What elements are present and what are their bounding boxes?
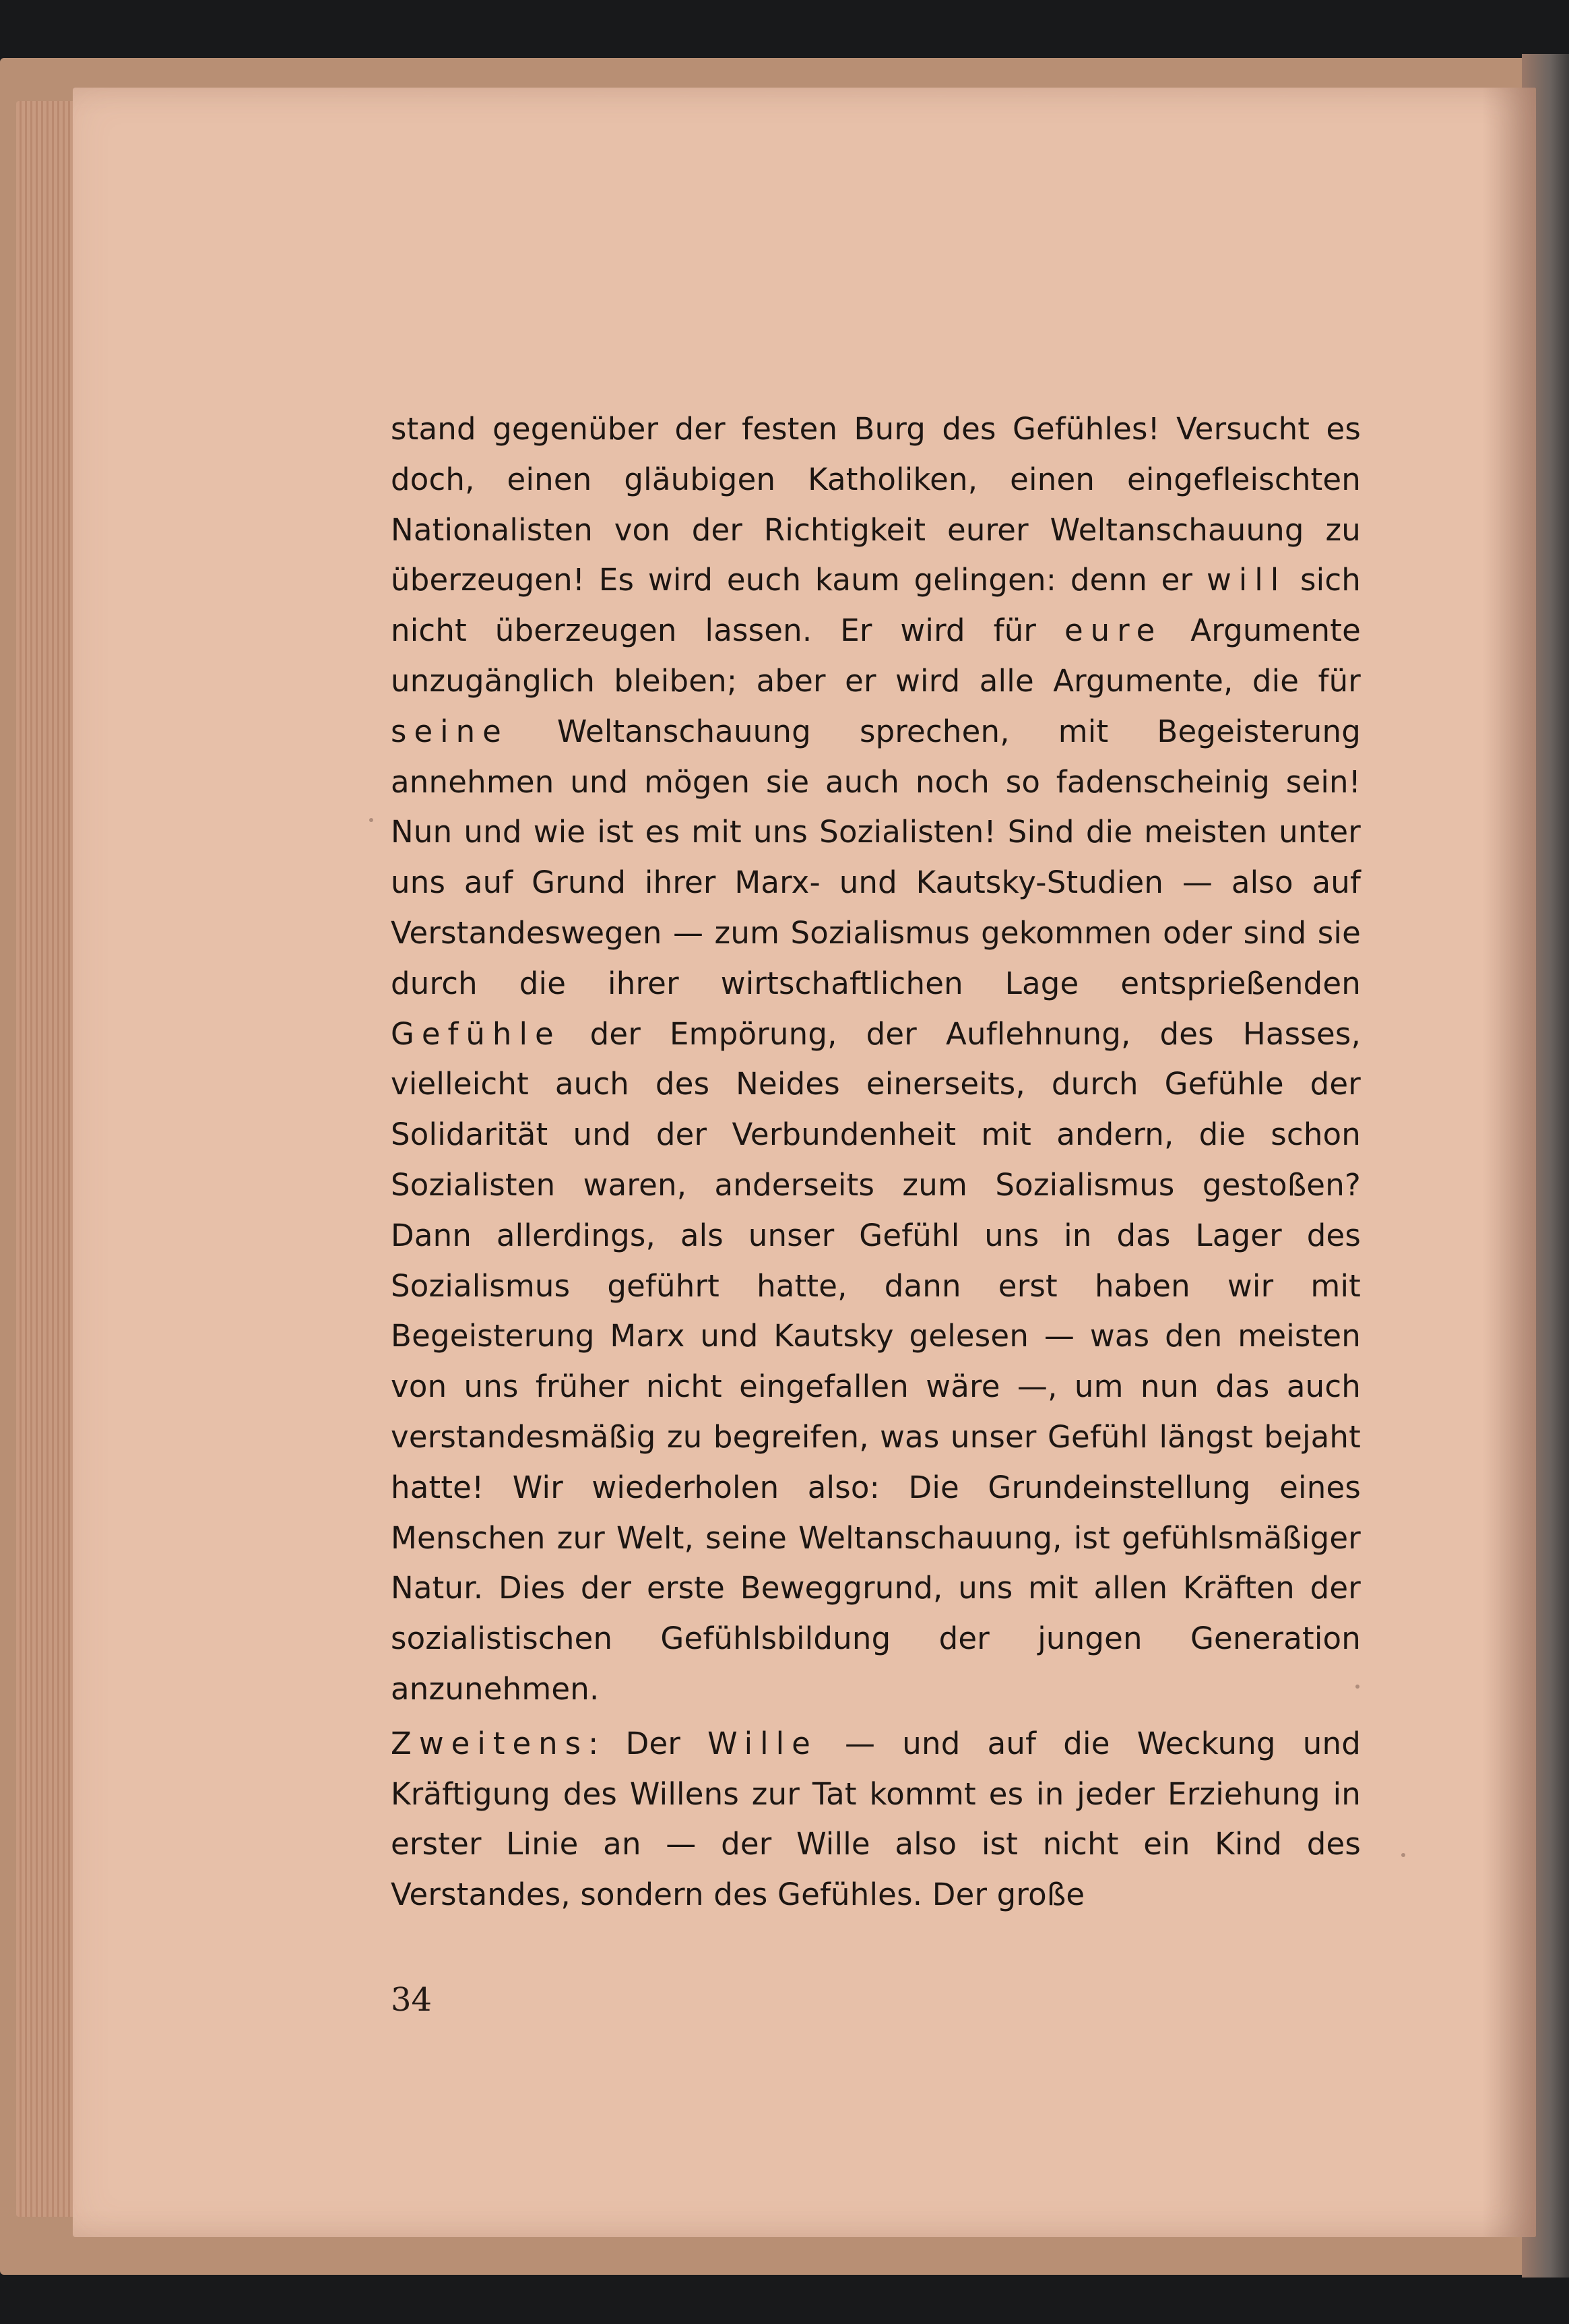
- emphasized-text: will: [1206, 562, 1287, 598]
- text-segment: — und auf die Weckung und Kräftigung des Willens zur Tat kommt es in jeder Erziehung in erster Linie an — der Wille also ist nicht ein Kind des Verstandes, sondern des Gefühles. Der große: [391, 1725, 1361, 1913]
- emphasized-text: Wille: [707, 1725, 818, 1761]
- emphasized-text: Zweitens: [391, 1725, 589, 1761]
- text-segment: der Empörung, der Auflehnung, des Hasses, vielleicht auch des Neides einerseits, durch Gefühle der Solidarität und der Verbundenheit mit andern, die schon Sozialisten waren, anderseits zum Sozialismus gestoßen? Dann allerdings, als unser Gefühl uns in das Lager des Sozialismus geführt hatte, dann erst haben wir mit Begeisterung Marx und Kautsky gelesen — was den meisten von uns früher nicht eingefallen wäre —, um nun das auch verstandesmäßig zu begreifen, was unser Gefühl längst bejaht hatte! Wir wiederholen also: Die Grundeinstellung eines Menschen zur Welt, seine Weltanschauung, ist gefühlsmäßiger Natur. Dies der erste Beweggrund, uns mit allen Kräften der sozialistischen Gefühlsbildung der jungen Generation anzunehmen.: [391, 1015, 1361, 1707]
- paper-speck: [1401, 1853, 1405, 1857]
- paragraph: [391, 404, 1361, 1715]
- paragraph: [391, 1719, 1361, 1920]
- page-number: 34: [391, 1981, 433, 2019]
- page-gutter-shadow: [1482, 88, 1536, 2237]
- text-segment: sich nicht überzeugen lassen. Er wird für: [391, 562, 1361, 649]
- emphasized-text: Gefühle: [391, 1015, 561, 1052]
- text-segment: Weltanschauung sprechen, mit Begeisterung annehmen und mögen sie auch noch so fadenscheinig sein! Nun und wie ist es mit uns Sozialisten! Sind die meisten unter uns auf Grund ihrer Marx- und Kautsky-Studien — also auf Verstandeswegen — zum Sozialismus gekommen oder sind sie durch die ihrer wirtschaftlichen Lage entsprießenden: [391, 713, 1361, 1001]
- paper-speck: [1355, 1685, 1359, 1689]
- text-segment: : Der: [588, 1725, 708, 1761]
- emphasized-text: eure: [1064, 613, 1163, 649]
- text-segment: Argumente unzugänglich bleiben; aber er wird alle Argumente, die für: [391, 613, 1361, 699]
- emphasized-text: seine: [391, 713, 509, 749]
- text-segment: stand gegenüber der festen Burg des Gefühles! Versucht es doch, einen gläubigen Katholiken, einen eingefleischten Nationalisten von der Richtigkeit eurer Weltanschauung zu überzeugen! Es wird euch kaum gelingen: denn er: [391, 411, 1361, 598]
- body-text: [391, 404, 1361, 1920]
- paper-speck: [369, 818, 373, 822]
